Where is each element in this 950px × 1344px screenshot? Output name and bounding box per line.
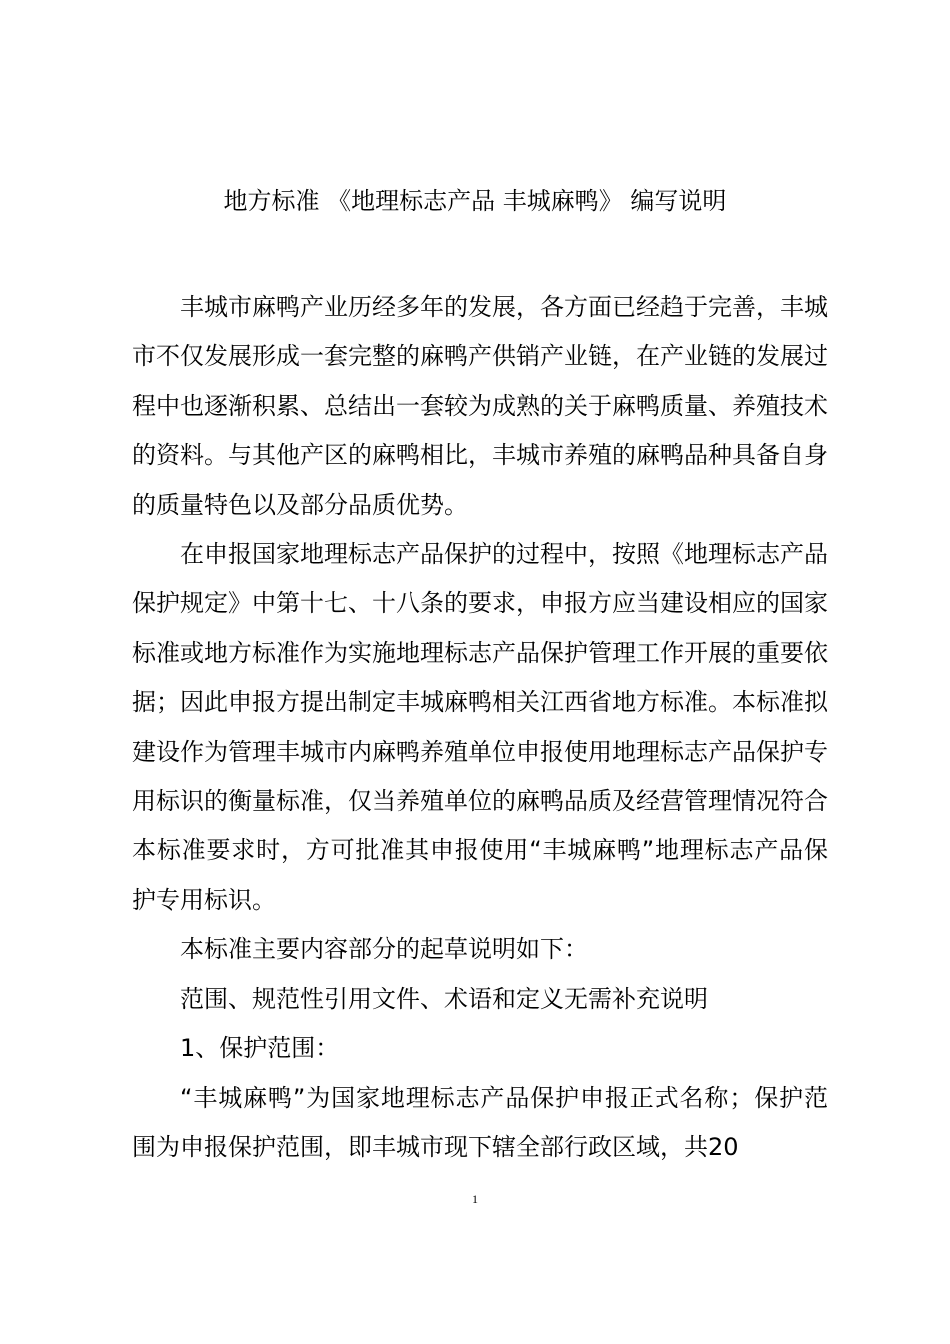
section-heading-protection-scope: 1、保护范围：: [180, 1034, 340, 1063]
paragraph-protection-scope: “丰城麻鸭”为国家地理标志产品保护申报正式名称；保护范围为申报保护范围，即丰城市现下辖全部行政区域，共20: [132, 1083, 828, 1161]
paragraph-scope-note: 范围、规范性引用文件、术语和定义无需补充说明: [180, 984, 708, 1013]
paragraph-application: 在申报国家地理标志产品保护的过程中，按照《地理标志产品保护规定》中第十七、十八条的要求，申报方应当建设相应的国家标准或地方标准作为实施地理标志产品保护管理工作开展的重要依据；因此申报方提出制定丰城麻鸭相关江西省地方标准。本标准拟建设作为管理丰城市内麻鸭养殖单位申报使用地理标志产品保护专用标识的衡量标准，仅当养殖单位的麻鸭品质及经营管理情况符合本标准要求时，方可批准其申报使用“丰城麻鸭”地理标志产品保护专用标识。: [132, 540, 828, 914]
paragraph-intro: 丰城市麻鸭产业历经多年的发展，各方面已经趋于完善，丰城市不仅发展形成一套完整的麻鸭产供销产业链，在产业链的发展过程中也逐渐积累、总结出一套较为成熟的关于麻鸭质量、养殖技术的资料。与其他产区的麻鸭相比，丰城市养殖的麻鸭品种具备自身的质量特色以及部分品质优势。: [132, 293, 828, 519]
page-number: 1: [472, 1192, 478, 1206]
document-body: [132, 283, 828, 1172]
document-title: 地方标准 《地理标志产品 丰城麻鸭》 编写说明: [223, 187, 727, 215]
paragraph-drafting-notes: 本标准主要内容部分的起草说明如下：: [180, 935, 588, 964]
